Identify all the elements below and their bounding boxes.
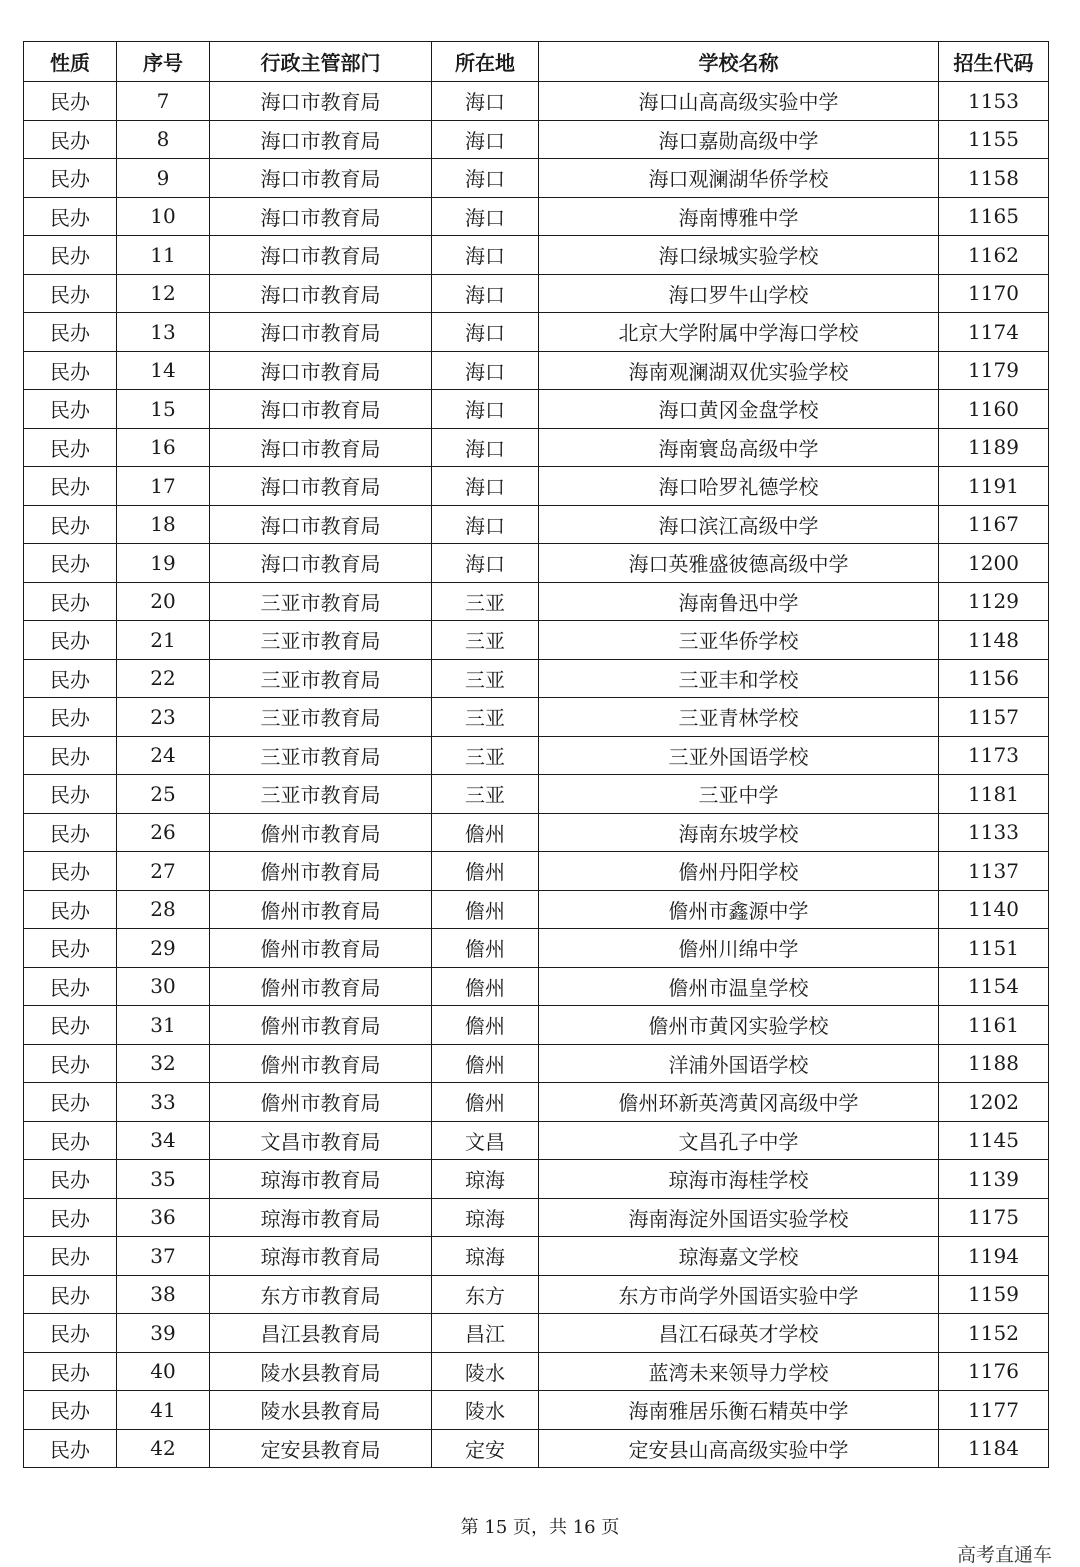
cell-enrollment-code: 1157 (939, 698, 1049, 737)
cell-authority: 儋州市教育局 (210, 813, 432, 852)
table-row (24, 1083, 1049, 1122)
cell-nature: 民办 (24, 582, 117, 621)
cell-school-name: 海南寰岛高级中学 (539, 428, 939, 467)
cell-serial: 33 (117, 1083, 210, 1122)
cell-enrollment-code: 1162 (939, 236, 1049, 275)
cell-authority: 儋州市教育局 (210, 1044, 432, 1083)
table-row (24, 967, 1049, 1006)
cell-authority: 海口市教育局 (210, 159, 432, 198)
cell-school-name: 儋州环新英湾黄冈高级中学 (539, 1083, 939, 1122)
cell-location: 海口 (432, 82, 539, 121)
cell-enrollment-code: 1139 (939, 1160, 1049, 1199)
cell-enrollment-code: 1184 (939, 1429, 1049, 1468)
cell-school-name: 三亚华侨学校 (539, 621, 939, 660)
cell-nature: 民办 (24, 274, 117, 313)
cell-location: 儋州 (432, 929, 539, 968)
cell-nature: 民办 (24, 1275, 117, 1314)
cell-serial: 25 (117, 775, 210, 814)
cell-enrollment-code: 1170 (939, 274, 1049, 313)
cell-authority: 琼海市教育局 (210, 1198, 432, 1237)
cell-school-name: 儋州市鑫源中学 (539, 890, 939, 929)
cell-nature: 民办 (24, 775, 117, 814)
cell-serial: 35 (117, 1160, 210, 1199)
cell-serial: 29 (117, 929, 210, 968)
cell-serial: 12 (117, 274, 210, 313)
cell-enrollment-code: 1154 (939, 967, 1049, 1006)
cell-enrollment-code: 1137 (939, 852, 1049, 891)
cell-enrollment-code: 1167 (939, 505, 1049, 544)
cell-authority: 陵水县教育局 (210, 1391, 432, 1430)
cell-school-name: 三亚中学 (539, 775, 939, 814)
cell-nature: 民办 (24, 698, 117, 737)
table-row (24, 890, 1049, 929)
cell-serial: 18 (117, 505, 210, 544)
cell-location: 海口 (432, 274, 539, 313)
table-row (24, 1275, 1049, 1314)
header-nature: 性质 (24, 42, 117, 82)
cell-serial: 27 (117, 852, 210, 891)
cell-enrollment-code: 1129 (939, 582, 1049, 621)
cell-authority: 琼海市教育局 (210, 1237, 432, 1276)
header-enrollment-code: 招生代码 (939, 42, 1049, 82)
cell-location: 定安 (432, 1429, 539, 1468)
cell-enrollment-code: 1151 (939, 929, 1049, 968)
cell-enrollment-code: 1173 (939, 736, 1049, 775)
cell-serial: 15 (117, 390, 210, 429)
cell-nature: 民办 (24, 1083, 117, 1122)
cell-location: 陵水 (432, 1391, 539, 1430)
table-row (24, 582, 1049, 621)
cell-nature: 民办 (24, 1237, 117, 1276)
cell-serial: 17 (117, 467, 210, 506)
cell-school-name: 海口山高高级实验中学 (539, 82, 939, 121)
cell-enrollment-code: 1188 (939, 1044, 1049, 1083)
cell-enrollment-code: 1176 (939, 1352, 1049, 1391)
cell-enrollment-code: 1191 (939, 467, 1049, 506)
table-row (24, 467, 1049, 506)
cell-nature: 民办 (24, 852, 117, 891)
cell-serial: 37 (117, 1237, 210, 1276)
cell-location: 儋州 (432, 813, 539, 852)
cell-serial: 16 (117, 428, 210, 467)
cell-location: 儋州 (432, 1083, 539, 1122)
cell-location: 三亚 (432, 582, 539, 621)
cell-authority: 儋州市教育局 (210, 1006, 432, 1045)
cell-serial: 41 (117, 1391, 210, 1430)
cell-nature: 民办 (24, 1429, 117, 1468)
cell-location: 琼海 (432, 1160, 539, 1199)
cell-enrollment-code: 1152 (939, 1314, 1049, 1353)
cell-nature: 民办 (24, 967, 117, 1006)
cell-enrollment-code: 1174 (939, 313, 1049, 352)
cell-location: 海口 (432, 544, 539, 583)
cell-location: 儋州 (432, 1006, 539, 1045)
cell-location: 三亚 (432, 698, 539, 737)
cell-nature: 民办 (24, 313, 117, 352)
cell-enrollment-code: 1179 (939, 351, 1049, 390)
cell-serial: 23 (117, 698, 210, 737)
table-row (24, 505, 1049, 544)
cell-school-name: 海南博雅中学 (539, 197, 939, 236)
cell-location: 海口 (432, 313, 539, 352)
cell-authority: 海口市教育局 (210, 197, 432, 236)
table-row (24, 1391, 1049, 1430)
cell-authority: 三亚市教育局 (210, 698, 432, 737)
cell-school-name: 海口罗牛山学校 (539, 274, 939, 313)
cell-location: 儋州 (432, 1044, 539, 1083)
table-row (24, 813, 1049, 852)
cell-school-name: 海口哈罗礼德学校 (539, 467, 939, 506)
table-row (24, 1121, 1049, 1160)
cell-school-name: 海南观澜湖双优实验学校 (539, 351, 939, 390)
cell-authority: 儋州市教育局 (210, 852, 432, 891)
cell-school-name: 海口观澜湖华侨学校 (539, 159, 939, 198)
cell-authority: 海口市教育局 (210, 544, 432, 583)
cell-location: 海口 (432, 120, 539, 159)
cell-location: 海口 (432, 236, 539, 275)
cell-school-name: 海南东坡学校 (539, 813, 939, 852)
table-row (24, 82, 1049, 121)
table-row (24, 1160, 1049, 1199)
cell-serial: 31 (117, 1006, 210, 1045)
cell-location: 海口 (432, 351, 539, 390)
table-row (24, 1198, 1049, 1237)
cell-authority: 海口市教育局 (210, 313, 432, 352)
cell-authority: 儋州市教育局 (210, 967, 432, 1006)
cell-nature: 民办 (24, 1044, 117, 1083)
cell-school-name: 海南雅居乐衡石精英中学 (539, 1391, 939, 1430)
table-row (24, 1429, 1049, 1468)
header-authority: 行政主管部门 (210, 42, 432, 82)
table-row (24, 736, 1049, 775)
cell-location: 儋州 (432, 890, 539, 929)
cell-enrollment-code: 1159 (939, 1275, 1049, 1314)
cell-location: 海口 (432, 428, 539, 467)
table-row (24, 1006, 1049, 1045)
cell-school-name: 海南海淀外国语实验学校 (539, 1198, 939, 1237)
table-body (24, 82, 1049, 1468)
cell-nature: 民办 (24, 1006, 117, 1045)
cell-enrollment-code: 1133 (939, 813, 1049, 852)
cell-school-name: 海口绿城实验学校 (539, 236, 939, 275)
cell-enrollment-code: 1165 (939, 197, 1049, 236)
cell-school-name: 海口黄冈金盘学校 (539, 390, 939, 429)
cell-nature: 民办 (24, 120, 117, 159)
table-row (24, 274, 1049, 313)
cell-serial: 36 (117, 1198, 210, 1237)
cell-school-name: 琼海市海桂学校 (539, 1160, 939, 1199)
cell-serial: 11 (117, 236, 210, 275)
cell-school-name: 三亚丰和学校 (539, 659, 939, 698)
cell-location: 海口 (432, 159, 539, 198)
table-row (24, 1237, 1049, 1276)
cell-location: 三亚 (432, 659, 539, 698)
cell-location: 琼海 (432, 1198, 539, 1237)
cell-nature: 民办 (24, 621, 117, 660)
cell-serial: 28 (117, 890, 210, 929)
cell-school-name: 儋州丹阳学校 (539, 852, 939, 891)
cell-authority: 海口市教育局 (210, 236, 432, 275)
cell-nature: 民办 (24, 1160, 117, 1199)
cell-authority: 三亚市教育局 (210, 621, 432, 660)
cell-nature: 民办 (24, 1352, 117, 1391)
header-location: 所在地 (432, 42, 539, 82)
cell-school-name: 儋州市温皇学校 (539, 967, 939, 1006)
cell-serial: 8 (117, 120, 210, 159)
cell-authority: 定安县教育局 (210, 1429, 432, 1468)
cell-nature: 民办 (24, 813, 117, 852)
table-row (24, 236, 1049, 275)
header-school-name: 学校名称 (539, 42, 939, 82)
cell-enrollment-code: 1158 (939, 159, 1049, 198)
table-row (24, 775, 1049, 814)
cell-enrollment-code: 1202 (939, 1083, 1049, 1122)
cell-enrollment-code: 1189 (939, 428, 1049, 467)
page-number: 第 15 页，共 16 页 (460, 1517, 620, 1538)
cell-authority: 三亚市教育局 (210, 582, 432, 621)
cell-nature: 民办 (24, 197, 117, 236)
cell-serial: 20 (117, 582, 210, 621)
cell-authority: 海口市教育局 (210, 120, 432, 159)
cell-school-name: 儋州川绵中学 (539, 929, 939, 968)
cell-serial: 38 (117, 1275, 210, 1314)
cell-authority: 海口市教育局 (210, 274, 432, 313)
cell-nature: 民办 (24, 1198, 117, 1237)
cell-serial: 40 (117, 1352, 210, 1391)
table-row (24, 313, 1049, 352)
cell-nature: 民办 (24, 82, 117, 121)
cell-authority: 三亚市教育局 (210, 659, 432, 698)
cell-location: 海口 (432, 197, 539, 236)
cell-enrollment-code: 1156 (939, 659, 1049, 698)
cell-location: 儋州 (432, 852, 539, 891)
cell-location: 三亚 (432, 775, 539, 814)
cell-nature: 民办 (24, 351, 117, 390)
table-header-row (24, 42, 1049, 82)
cell-enrollment-code: 1145 (939, 1121, 1049, 1160)
cell-school-name: 昌江石碌英才学校 (539, 1314, 939, 1353)
schools-table (23, 41, 1049, 1468)
cell-school-name: 北京大学附属中学海口学校 (539, 313, 939, 352)
cell-enrollment-code: 1200 (939, 544, 1049, 583)
cell-school-name: 蓝湾未来领导力学校 (539, 1352, 939, 1391)
cell-school-name: 东方市尚学外国语实验中学 (539, 1275, 939, 1314)
cell-nature: 民办 (24, 659, 117, 698)
cell-authority: 儋州市教育局 (210, 890, 432, 929)
cell-nature: 民办 (24, 890, 117, 929)
table-row (24, 852, 1049, 891)
cell-nature: 民办 (24, 505, 117, 544)
cell-serial: 30 (117, 967, 210, 1006)
cell-enrollment-code: 1153 (939, 82, 1049, 121)
cell-location: 海口 (432, 390, 539, 429)
cell-authority: 海口市教育局 (210, 467, 432, 506)
cell-nature: 民办 (24, 428, 117, 467)
cell-authority: 海口市教育局 (210, 428, 432, 467)
table-row (24, 351, 1049, 390)
cell-nature: 民办 (24, 929, 117, 968)
cell-nature: 民办 (24, 390, 117, 429)
cell-school-name: 琼海嘉文学校 (539, 1237, 939, 1276)
cell-location: 昌江 (432, 1314, 539, 1353)
cell-serial: 21 (117, 621, 210, 660)
cell-nature: 民办 (24, 236, 117, 275)
cell-school-name: 三亚青林学校 (539, 698, 939, 737)
cell-authority: 海口市教育局 (210, 82, 432, 121)
cell-enrollment-code: 1148 (939, 621, 1049, 660)
cell-serial: 13 (117, 313, 210, 352)
cell-serial: 7 (117, 82, 210, 121)
cell-location: 三亚 (432, 621, 539, 660)
cell-serial: 34 (117, 1121, 210, 1160)
cell-location: 文昌 (432, 1121, 539, 1160)
table-row (24, 544, 1049, 583)
cell-nature: 民办 (24, 1121, 117, 1160)
cell-authority: 昌江县教育局 (210, 1314, 432, 1353)
table-row (24, 120, 1049, 159)
table-row (24, 197, 1049, 236)
table-row (24, 159, 1049, 198)
cell-school-name: 三亚外国语学校 (539, 736, 939, 775)
cell-nature: 民办 (24, 159, 117, 198)
table-row (24, 698, 1049, 737)
cell-authority: 海口市教育局 (210, 505, 432, 544)
cell-location: 海口 (432, 467, 539, 506)
cell-school-name: 洋浦外国语学校 (539, 1044, 939, 1083)
cell-location: 儋州 (432, 967, 539, 1006)
cell-authority: 儋州市教育局 (210, 929, 432, 968)
cell-authority: 儋州市教育局 (210, 1083, 432, 1122)
cell-serial: 32 (117, 1044, 210, 1083)
cell-authority: 文昌市教育局 (210, 1121, 432, 1160)
cell-school-name: 文昌孔子中学 (539, 1121, 939, 1160)
cell-serial: 26 (117, 813, 210, 852)
cell-school-name: 海南鲁迅中学 (539, 582, 939, 621)
cell-school-name: 海口英雅盛彼德高级中学 (539, 544, 939, 583)
table-row (24, 1314, 1049, 1353)
cell-authority: 陵水县教育局 (210, 1352, 432, 1391)
cell-serial: 24 (117, 736, 210, 775)
cell-location: 陵水 (432, 1352, 539, 1391)
cell-enrollment-code: 1155 (939, 120, 1049, 159)
cell-enrollment-code: 1177 (939, 1391, 1049, 1430)
cell-nature: 民办 (24, 1314, 117, 1353)
cell-serial: 22 (117, 659, 210, 698)
cell-authority: 海口市教育局 (210, 351, 432, 390)
header-serial: 序号 (117, 42, 210, 82)
cell-location: 三亚 (432, 736, 539, 775)
cell-nature: 民办 (24, 544, 117, 583)
watermark-text: 高考直通车 (956, 1544, 1052, 1566)
table-row (24, 621, 1049, 660)
cell-school-name: 海口滨江高级中学 (539, 505, 939, 544)
cell-enrollment-code: 1160 (939, 390, 1049, 429)
table-row (24, 390, 1049, 429)
table-row (24, 659, 1049, 698)
cell-enrollment-code: 1161 (939, 1006, 1049, 1045)
table-row (24, 1352, 1049, 1391)
cell-authority: 三亚市教育局 (210, 775, 432, 814)
cell-nature: 民办 (24, 467, 117, 506)
cell-authority: 东方市教育局 (210, 1275, 432, 1314)
cell-school-name: 定安县山高高级实验中学 (539, 1429, 939, 1468)
cell-serial: 14 (117, 351, 210, 390)
cell-enrollment-code: 1181 (939, 775, 1049, 814)
cell-nature: 民办 (24, 736, 117, 775)
table-row (24, 1044, 1049, 1083)
cell-enrollment-code: 1140 (939, 890, 1049, 929)
table-row (24, 929, 1049, 968)
cell-authority: 琼海市教育局 (210, 1160, 432, 1199)
cell-serial: 10 (117, 197, 210, 236)
cell-serial: 39 (117, 1314, 210, 1353)
cell-school-name: 海口嘉勋高级中学 (539, 120, 939, 159)
table-row (24, 428, 1049, 467)
cell-nature: 民办 (24, 1391, 117, 1430)
cell-location: 东方 (432, 1275, 539, 1314)
cell-serial: 42 (117, 1429, 210, 1468)
cell-school-name: 儋州市黄冈实验学校 (539, 1006, 939, 1045)
cell-enrollment-code: 1194 (939, 1237, 1049, 1276)
cell-serial: 9 (117, 159, 210, 198)
cell-location: 琼海 (432, 1237, 539, 1276)
cell-enrollment-code: 1175 (939, 1198, 1049, 1237)
cell-serial: 19 (117, 544, 210, 583)
cell-authority: 海口市教育局 (210, 390, 432, 429)
cell-location: 海口 (432, 505, 539, 544)
cell-authority: 三亚市教育局 (210, 736, 432, 775)
